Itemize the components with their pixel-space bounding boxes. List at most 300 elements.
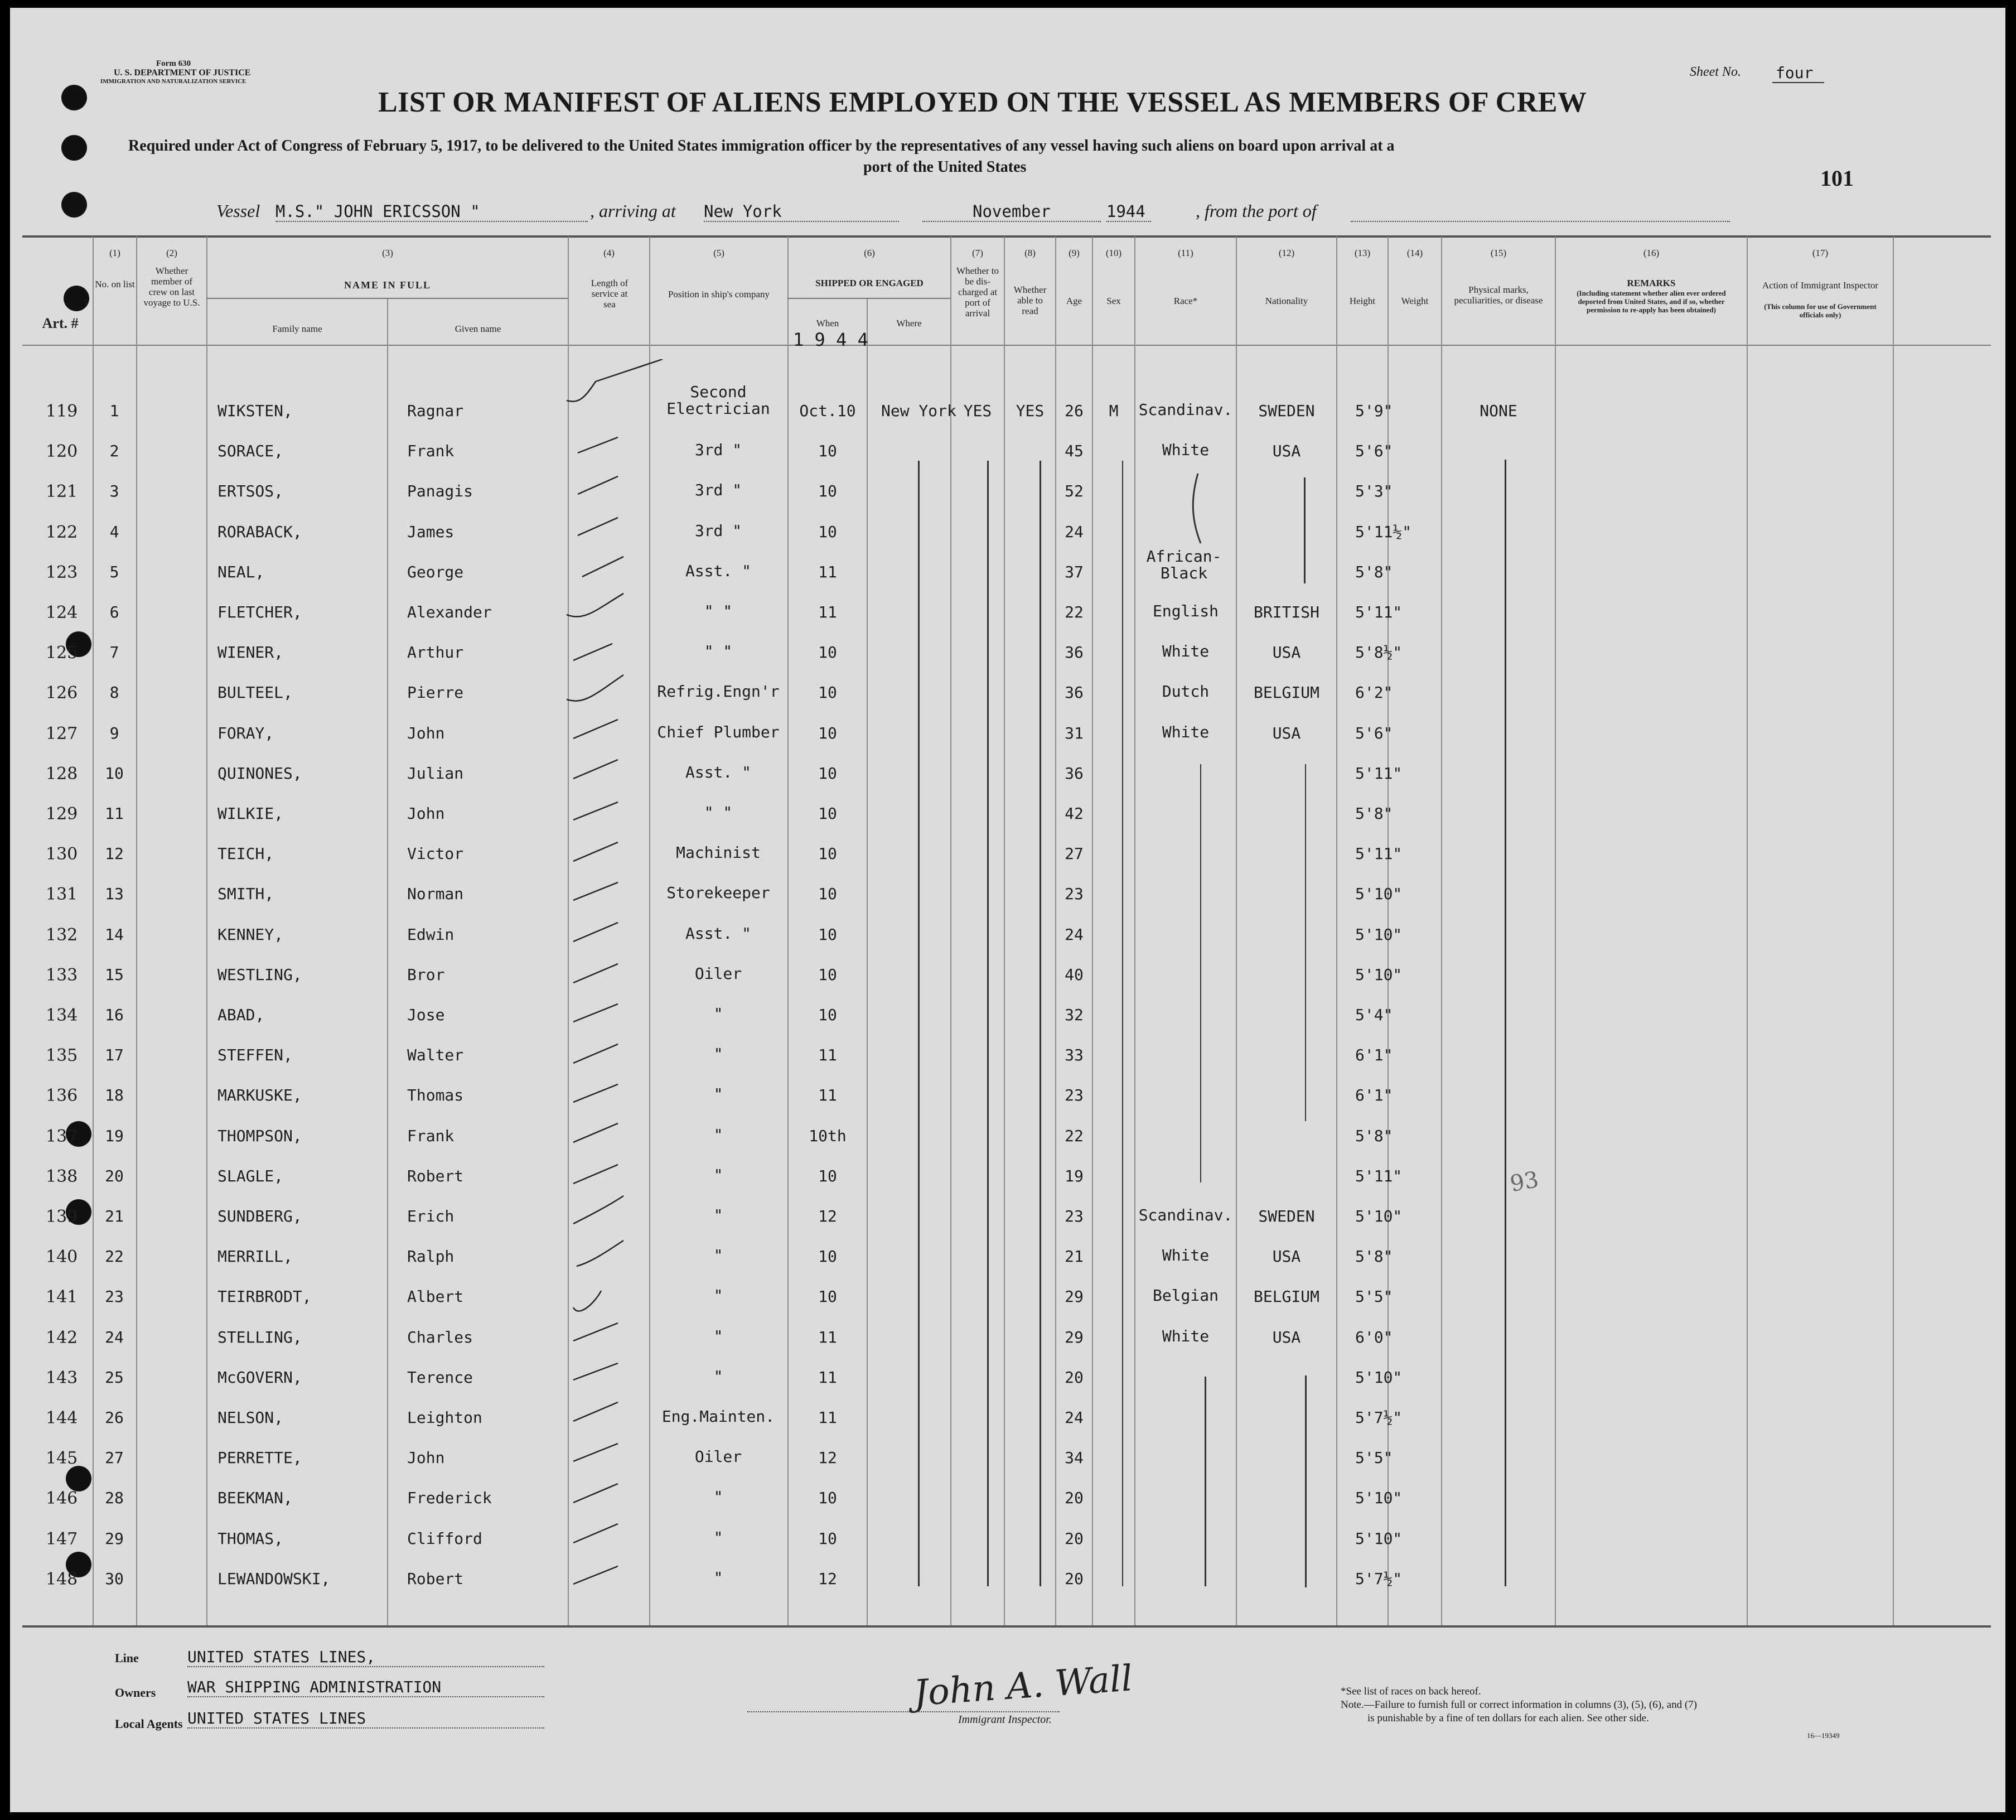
list-number: 11 <box>105 804 124 823</box>
art-number: 124 <box>46 603 78 622</box>
inspector-signature: John A. Wall <box>912 1658 1134 1715</box>
list-number: 25 <box>105 1368 124 1387</box>
height: 5'4" <box>1355 1006 1393 1024</box>
table-row <box>10 383 2005 442</box>
ship-position: " " <box>704 803 733 822</box>
nationality: USA <box>1272 1247 1301 1266</box>
header-c15-num: (15) <box>1490 248 1507 258</box>
table-row <box>10 603 2005 643</box>
list-number: 28 <box>105 1489 124 1508</box>
list-number: 1 <box>109 402 119 420</box>
age: 27 <box>1065 844 1084 863</box>
shipped-when: 11 <box>818 1408 837 1427</box>
race: African- Black <box>1146 547 1222 582</box>
subtitle-line1: Required under Act of Congress of February 5, 1917, to be delivered to the United States immigration officer by the representatives of any vessel having such aliens on board upon arrival at a <box>128 137 1395 155</box>
given-name: Bror <box>407 965 445 984</box>
header-c5: Position in ship's company <box>668 289 770 300</box>
age: 31 <box>1065 723 1084 742</box>
family-name: McGOVERN, <box>217 1368 302 1387</box>
header-c13-num: (13) <box>1354 248 1371 258</box>
header-c13: Height <box>1349 296 1376 306</box>
ditto-line <box>1200 764 1201 1182</box>
height: 6'2" <box>1355 683 1393 702</box>
art-number: 140 <box>46 1247 78 1267</box>
age: 37 <box>1065 562 1084 581</box>
age: 24 <box>1065 925 1084 944</box>
header-c8-num: (8) <box>1024 248 1036 258</box>
family-name: FLETCHER, <box>217 603 302 621</box>
shipped-when: 10th <box>809 1126 847 1145</box>
shipped-when: 11 <box>818 1046 837 1065</box>
table-row <box>10 764 2005 804</box>
family-name: WIKSTEN, <box>217 402 293 420</box>
given-name: John <box>407 1449 445 1467</box>
race-ditto-curve <box>1181 471 1215 549</box>
table-row <box>10 1127 2005 1167</box>
height: 5'7½" <box>1355 1569 1403 1588</box>
given-name: George <box>407 562 464 581</box>
ship-position: " <box>713 1005 723 1023</box>
family-name: KENNEY, <box>217 925 284 944</box>
art-number: 136 <box>46 1086 78 1106</box>
height: 5'10" <box>1355 1368 1403 1387</box>
list-number: 29 <box>105 1529 124 1548</box>
shipped-when: 11 <box>818 1086 837 1105</box>
ditto-line <box>1305 764 1306 1121</box>
age: 34 <box>1065 1449 1084 1467</box>
manifest-sheet <box>10 8 2005 1812</box>
list-number: 8 <box>109 683 119 702</box>
age: 19 <box>1065 1166 1084 1185</box>
shipped-when: 10 <box>818 965 837 984</box>
punch-hole <box>64 286 89 311</box>
shipped-when: 10 <box>818 804 837 823</box>
table-bottom-rule <box>22 1625 1991 1628</box>
race: White <box>1162 722 1210 741</box>
form-code: 16—19349 <box>1807 1731 1840 1740</box>
table-row <box>10 925 2005 965</box>
table-row <box>10 1489 2005 1529</box>
given-name: Robert <box>407 1166 464 1185</box>
table-row <box>10 1247 2005 1287</box>
ship-position: " <box>713 1568 723 1587</box>
note-failure: Note.—Failure to furnish full or correct information in columns (3), (5), (6), and (7) <box>1341 1699 1697 1711</box>
list-number: 6 <box>109 603 119 621</box>
header-c16-num: (16) <box>1643 248 1660 258</box>
punch-hole <box>61 85 87 110</box>
owners-label: Owners <box>115 1686 156 1700</box>
header-c12: Nationality <box>1265 296 1308 306</box>
age: 33 <box>1065 1046 1084 1065</box>
ship-position: " <box>713 1045 723 1064</box>
height: 5'11" <box>1355 1166 1403 1185</box>
family-name: BEEKMAN, <box>217 1489 293 1508</box>
ship-position: Oiler <box>694 1447 742 1466</box>
note-races: *See list of races on back hereof. <box>1341 1686 1481 1697</box>
height: 5'10" <box>1355 1529 1403 1548</box>
table-row <box>10 844 2005 885</box>
able-to-read: YES <box>1016 402 1045 420</box>
table-row <box>10 442 2005 482</box>
given-name: Charles <box>407 1327 473 1346</box>
family-name: SUNDBERG, <box>217 1207 302 1225</box>
agents-label: Local Agents <box>115 1717 183 1731</box>
ship-position: Oiler <box>694 964 742 983</box>
shipped-when: 12 <box>818 1569 837 1588</box>
art-number: 126 <box>46 683 78 703</box>
ship-position: " " <box>704 642 733 661</box>
shipped-when: 10 <box>818 643 837 662</box>
header-c3b: Given name <box>455 324 501 334</box>
header-c2-num: (2) <box>166 248 177 258</box>
art-number: 121 <box>46 482 78 502</box>
ship-position: 3rd " <box>694 481 742 500</box>
table-row <box>10 683 2005 723</box>
from-value <box>1351 202 1730 222</box>
family-name: FORAY, <box>217 723 274 742</box>
age: 20 <box>1065 1529 1084 1548</box>
height: 5'11" <box>1355 603 1403 621</box>
service-checkmarks <box>562 359 674 1609</box>
header-c6a: When <box>816 318 839 329</box>
table-row <box>10 1207 2005 1247</box>
sex: M <box>1109 402 1119 420</box>
given-name: Frederick <box>407 1489 492 1508</box>
age: 21 <box>1065 1247 1084 1266</box>
age: 23 <box>1065 1086 1084 1105</box>
art-number: 128 <box>46 764 78 784</box>
shipped-when: 11 <box>818 1327 837 1346</box>
header-c6b: Where <box>896 318 922 329</box>
art-number: 127 <box>46 723 78 744</box>
header-c11: Race* <box>1173 296 1198 306</box>
given-name: Leighton <box>407 1408 482 1427</box>
header-c3-num: (3) <box>382 248 393 258</box>
header-c6-year: 1 9 4 4 <box>793 329 868 350</box>
family-name: ABAD, <box>217 1006 265 1024</box>
table-row <box>10 965 2005 1006</box>
signature-line <box>747 1711 1060 1712</box>
given-name: Norman <box>407 885 464 904</box>
ship-position: Asst. " <box>685 762 751 781</box>
family-name: RORABACK, <box>217 522 302 541</box>
height: 5'11" <box>1355 764 1403 783</box>
ditto-line <box>1040 461 1041 1586</box>
given-name: John <box>407 804 445 823</box>
department: U. S. DEPARTMENT OF JUSTICE <box>114 68 251 78</box>
header-c6-num: (6) <box>864 248 875 258</box>
nationality: SWEDEN <box>1258 1207 1315 1225</box>
family-name: STELLING, <box>217 1327 302 1346</box>
given-name: Robert <box>407 1569 464 1588</box>
age: 23 <box>1065 885 1084 904</box>
punch-hole <box>61 135 87 161</box>
shipped-when: 10 <box>818 1006 837 1024</box>
margin-note: 93 <box>1508 1166 1541 1198</box>
subtitle-line2: port of the United States <box>863 158 1027 176</box>
ditto-line <box>1305 1375 1307 1587</box>
name-subrule <box>206 298 568 299</box>
nationality: SWEDEN <box>1258 402 1315 420</box>
given-name: Victor <box>407 844 464 863</box>
family-name: ERTSOS, <box>217 482 284 501</box>
ship-position: " <box>713 1528 723 1547</box>
given-name: Ragnar <box>407 402 464 420</box>
given-name: Jose <box>407 1006 445 1024</box>
header-c11-num: (11) <box>1178 248 1193 258</box>
list-number: 26 <box>105 1408 124 1427</box>
family-name: SLAGLE, <box>217 1166 284 1185</box>
given-name: Alexander <box>407 603 492 621</box>
header-c12-num: (12) <box>1278 248 1295 258</box>
given-name: Pierre <box>407 683 464 702</box>
ship-position: Storekeeper <box>666 884 770 902</box>
height: 5'10" <box>1355 885 1403 904</box>
ship-position: Chief Plumber <box>657 722 780 741</box>
agents-value: UNITED STATES LINES <box>187 1709 544 1729</box>
given-name: Frank <box>407 1126 455 1145</box>
age: 36 <box>1065 764 1084 783</box>
shipped-when: 10 <box>818 442 837 461</box>
art-number: 129 <box>46 804 78 824</box>
note-fine: is punishable by a fine of ten dollars for each alien. See other side. <box>1367 1712 1649 1724</box>
header-c2: Whether member of crew on last voyage to U.S. <box>143 265 200 308</box>
arriving-label: , arriving at <box>590 201 676 221</box>
race: Scandinav. <box>1138 400 1233 419</box>
list-number: 27 <box>105 1449 124 1467</box>
nationality: USA <box>1272 442 1301 461</box>
age: 26 <box>1065 402 1084 420</box>
list-number: 23 <box>105 1287 124 1306</box>
given-name: Albert <box>407 1287 464 1306</box>
list-number: 19 <box>105 1126 124 1145</box>
list-number: 14 <box>105 925 124 944</box>
race: Dutch <box>1162 682 1210 701</box>
ship-position: Asst. " <box>685 561 751 580</box>
family-name: THOMAS, <box>217 1529 284 1548</box>
shipped-when: 10 <box>818 764 837 783</box>
shipped-when: 10 <box>818 723 837 742</box>
shipped-when: 10 <box>818 925 837 944</box>
from-label: , from the port of <box>1196 201 1317 221</box>
family-name: NEAL, <box>217 562 265 581</box>
art-number: 148 <box>46 1569 78 1589</box>
header-c14: Weight <box>1401 296 1429 306</box>
art-number: 120 <box>46 442 78 462</box>
nationality: BELGIUM <box>1253 683 1319 702</box>
age: 22 <box>1065 1126 1084 1145</box>
list-number: 30 <box>105 1569 124 1588</box>
family-name: WILKIE, <box>217 804 284 823</box>
family-name: SORACE, <box>217 442 284 461</box>
table-row <box>10 1287 2005 1327</box>
age: 24 <box>1065 522 1084 541</box>
art-number: 122 <box>46 522 78 542</box>
art-number: 142 <box>46 1327 78 1348</box>
table-top-rule <box>22 235 1991 238</box>
age: 24 <box>1065 1408 1084 1427</box>
line-value: UNITED STATES LINES, <box>187 1648 544 1667</box>
family-name: TEIRBRODT, <box>217 1287 312 1306</box>
shipped-when: 10 <box>818 482 837 501</box>
table-row <box>10 1167 2005 1207</box>
art-number: 125 <box>46 643 78 663</box>
ship-position: 3rd " <box>694 521 742 540</box>
header-c8: Whether able to read <box>1013 284 1047 316</box>
header-c17-num: (17) <box>1812 248 1829 258</box>
header-c3a: Family name <box>272 324 322 334</box>
family-name: BULTEEL, <box>217 683 293 702</box>
art-number: 132 <box>46 925 78 945</box>
family-name: TEICH, <box>217 844 274 863</box>
list-number: 17 <box>105 1046 124 1065</box>
ship-position: " <box>713 1367 723 1385</box>
header-c16: REMARKS <box>1627 278 1676 288</box>
given-name: Frank <box>407 442 455 461</box>
header-c14-num: (14) <box>1406 248 1423 258</box>
height: 5'9" <box>1355 402 1393 420</box>
header-c9: Age <box>1066 296 1082 306</box>
given-name: John <box>407 723 445 742</box>
art-number: 146 <box>46 1489 78 1509</box>
height: 6'1" <box>1355 1046 1393 1065</box>
art-number: 119 <box>46 402 78 421</box>
ship-position: Refrig.Engn'r <box>657 682 780 701</box>
list-number: 3 <box>109 482 119 501</box>
header-c4: Length of service at sea <box>591 278 629 310</box>
ditto-line <box>1205 1377 1206 1586</box>
art-number: 143 <box>46 1368 78 1388</box>
header-c9-num: (9) <box>1069 248 1080 258</box>
art-number: 141 <box>46 1287 78 1307</box>
given-name: Terence <box>407 1368 473 1387</box>
vessel-label: Vessel <box>216 201 260 221</box>
height: 6'0" <box>1355 1327 1393 1346</box>
shipped-when: 10 <box>818 844 837 863</box>
table-row <box>10 1368 2005 1408</box>
table-row <box>10 724 2005 764</box>
art-number: 137 <box>46 1126 78 1146</box>
header-c10-num: (10) <box>1105 248 1122 258</box>
height: 5'11½" <box>1355 522 1412 541</box>
shipped-subrule <box>787 298 950 299</box>
shipped-where: New York <box>881 402 956 420</box>
shipped-when: 11 <box>818 603 837 621</box>
table-row <box>10 523 2005 563</box>
nationality: USA <box>1272 723 1301 742</box>
height: 5'7½" <box>1355 1408 1403 1427</box>
given-name: Erich <box>407 1207 455 1225</box>
art-number: 130 <box>46 844 78 865</box>
race: English <box>1152 602 1219 620</box>
ship-position: Eng.Mainten. <box>661 1407 775 1426</box>
age: 36 <box>1065 643 1084 662</box>
vessel-value: M.S." JOHN ERICSSON " <box>275 202 588 222</box>
family-name: STEFFEN, <box>217 1046 293 1065</box>
family-name: WESTLING, <box>217 965 302 984</box>
list-number: 4 <box>109 522 119 541</box>
shipped-when: 10 <box>818 683 837 702</box>
header-c1-num: (1) <box>109 248 120 258</box>
family-name: QUINONES, <box>217 764 302 783</box>
ship-position: " <box>713 1488 723 1507</box>
list-number: 2 <box>109 442 119 461</box>
family-name: MARKUSKE, <box>217 1086 302 1105</box>
list-number: 5 <box>109 562 119 581</box>
height: 5'6" <box>1355 723 1393 742</box>
race: White <box>1162 441 1210 460</box>
race: Belgian <box>1152 1286 1219 1305</box>
age: 52 <box>1065 482 1084 501</box>
age: 42 <box>1065 804 1084 823</box>
age: 20 <box>1065 1489 1084 1508</box>
age: 20 <box>1065 1368 1084 1387</box>
age: 22 <box>1065 603 1084 621</box>
list-number: 12 <box>105 844 124 863</box>
height: 5'10" <box>1355 925 1403 944</box>
height: 5'8" <box>1355 562 1393 581</box>
art-number: 133 <box>46 965 78 985</box>
table-row <box>10 482 2005 522</box>
art-number: 147 <box>46 1529 78 1549</box>
ship-position: " " <box>704 602 733 620</box>
shipped-when: 10 <box>818 1247 837 1266</box>
given-name: Walter <box>407 1046 464 1065</box>
form-number: Form 630 <box>156 59 191 68</box>
height: 5'10" <box>1355 1207 1403 1225</box>
page-title: LIST OR MANIFEST OF ALIENS EMPLOYED ON THE VESSEL AS MEMBERS OF CREW <box>378 86 1587 118</box>
given-name: Arthur <box>407 643 464 662</box>
table-row <box>10 1449 2005 1489</box>
header-c16-note: (Including statement whether alien ever ordered deported from United States, and if so, whether permission to re-apply has been obtained) <box>1577 289 1726 314</box>
line-label: Line <box>115 1651 139 1665</box>
header-c7-num: (7) <box>972 248 983 258</box>
header-c10: Sex <box>1106 296 1121 306</box>
arriving-value: New York <box>704 202 899 222</box>
shipped-when: 10 <box>818 1529 837 1548</box>
given-name: Edwin <box>407 925 455 944</box>
shipped-when: 10 <box>818 1166 837 1185</box>
ship-position: Machinist <box>676 843 761 862</box>
sheet-no-label: Sheet No. <box>1690 65 1741 79</box>
height: 5'5" <box>1355 1287 1393 1306</box>
table-row <box>10 1570 2005 1610</box>
table-row <box>10 1086 2005 1126</box>
list-number: 7 <box>109 643 119 662</box>
header-art: Art. # <box>42 315 79 331</box>
list-number: 21 <box>105 1207 124 1225</box>
height: 5'8" <box>1355 1126 1393 1145</box>
art-number: 139 <box>46 1207 78 1227</box>
list-number: 16 <box>105 1006 124 1024</box>
table-row <box>10 1046 2005 1086</box>
service: IMMIGRATION AND NATURALIZATION SERVICE <box>100 78 246 85</box>
table-row <box>10 804 2005 844</box>
ship-position: Second Electrician <box>666 383 770 418</box>
ship-position: 3rd " <box>694 441 742 460</box>
header-c17: Action of Immigrant Inspector <box>1762 280 1879 291</box>
list-number: 15 <box>105 965 124 984</box>
punch-hole <box>61 192 87 218</box>
ditto-line <box>918 461 920 1586</box>
list-number: 20 <box>105 1166 124 1185</box>
given-name: Ralph <box>407 1247 455 1266</box>
ship-position: " <box>713 1326 723 1345</box>
inspector-label: Immigrant Inspector. <box>958 1713 1052 1726</box>
list-number: 24 <box>105 1327 124 1346</box>
list-number: 10 <box>105 764 124 783</box>
header-c4-num: (4) <box>603 248 615 258</box>
